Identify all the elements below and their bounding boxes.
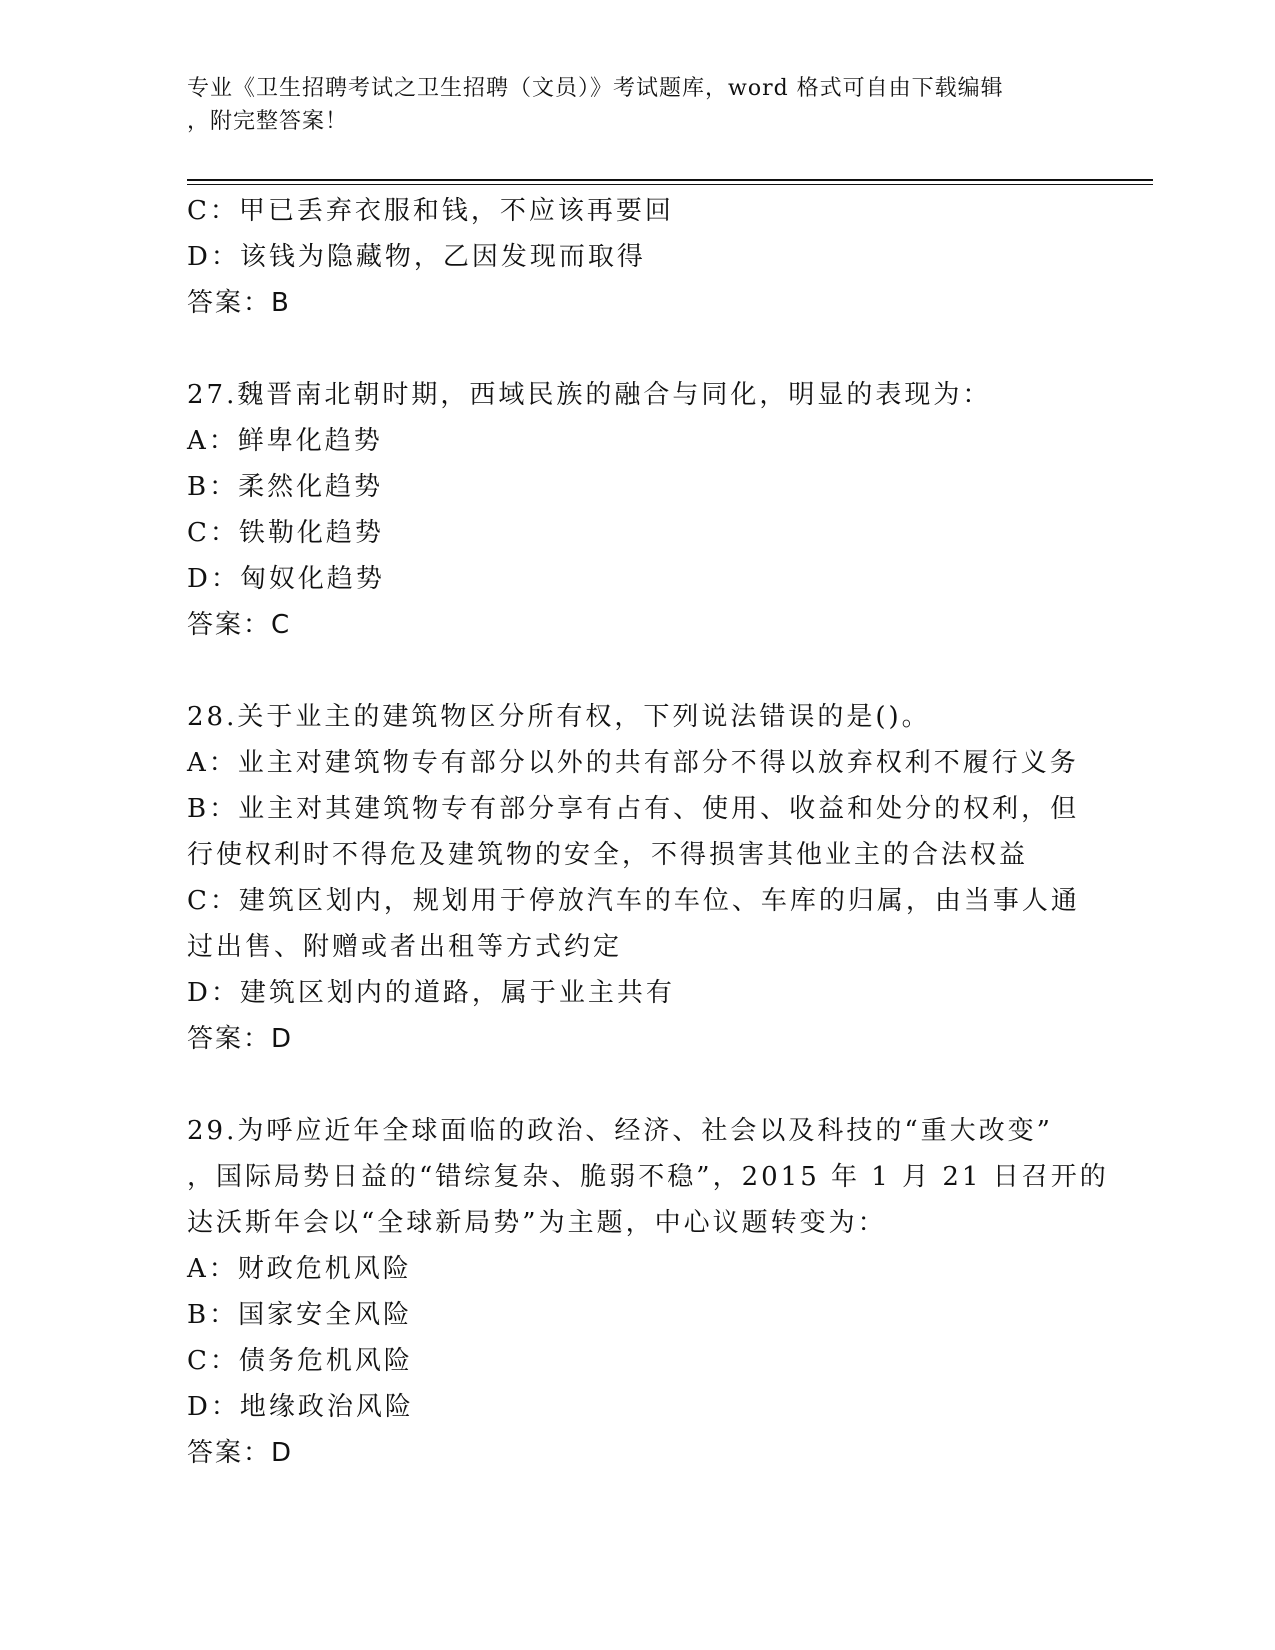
question-stem-continued: 达沃斯年会以“全球新局势”为主题，中心议题转变为： bbox=[187, 1208, 887, 1238]
option-d: D：该钱为隐藏物，乙因发现而取得 bbox=[187, 242, 646, 272]
option-a: A：财政危机风险 bbox=[187, 1254, 412, 1284]
option-c: C：债务危机风险 bbox=[187, 1346, 413, 1376]
question-content bbox=[187, 188, 1109, 1522]
option-b: B：国家安全风险 bbox=[187, 1300, 413, 1330]
question-29 bbox=[187, 1108, 1109, 1476]
question-stem-continued: ，国际局势日益的“错综复杂、脆弱不稳”，2015 年 1 月 21 日召开的 bbox=[187, 1162, 1109, 1192]
option-b-continued: 行使权利时不得危及建筑物的安全，不得损害其他业主的合法权益 bbox=[187, 840, 1029, 870]
header-line-2: ，附完整答案！ bbox=[187, 109, 349, 134]
option-d: D：建筑区划内的道路，属于业主共有 bbox=[187, 978, 675, 1008]
option-c: C：甲已丢弃衣服和钱，不应该再要回 bbox=[187, 196, 674, 226]
question-27 bbox=[187, 372, 1087, 648]
answer: 答案：D bbox=[187, 1024, 294, 1054]
option-c-continued: 过出售、附赠或者出租等方式约定 bbox=[187, 932, 623, 962]
question-28 bbox=[187, 694, 1087, 1062]
option-a: A：业主对建筑物专有部分以外的共有部分不得以放弃权利不履行义务 bbox=[187, 748, 1079, 778]
answer: 答案：D bbox=[187, 1438, 294, 1468]
document-header bbox=[187, 72, 1087, 138]
option-b: B：柔然化趋势 bbox=[187, 472, 384, 502]
option-d: D：匈奴化趋势 bbox=[187, 564, 385, 594]
option-c: C：铁勒化趋势 bbox=[187, 518, 384, 548]
previous-question-tail bbox=[187, 188, 1087, 326]
option-c: C：建筑区划内，规划用于停放汽车的车位、车库的归属，由当事人通 bbox=[187, 886, 1080, 916]
option-a: A：鲜卑化趋势 bbox=[187, 426, 383, 456]
question-stem: 27.魏晋南北朝时期，西域民族的融合与同化，明显的表现为： bbox=[187, 380, 992, 410]
question-stem: 28.关于业主的建筑物区分所有权，下列说法错误的是()。 bbox=[187, 702, 931, 732]
option-b: B：业主对其建筑物专有部分享有占有、使用、收益和处分的权利，但 bbox=[187, 794, 1080, 824]
answer: 答案：C bbox=[187, 610, 292, 640]
header-divider bbox=[187, 179, 1153, 185]
header-line-1: 专业《卫生招聘考试之卫生招聘（文员）》考试题库，word 格式可自由下载编辑 bbox=[187, 76, 1004, 101]
question-stem: 29.为呼应近年全球面临的政治、经济、社会以及科技的“重大改变” bbox=[187, 1116, 1053, 1146]
answer: 答案：B bbox=[187, 288, 291, 318]
option-d: D：地缘政治风险 bbox=[187, 1392, 414, 1422]
